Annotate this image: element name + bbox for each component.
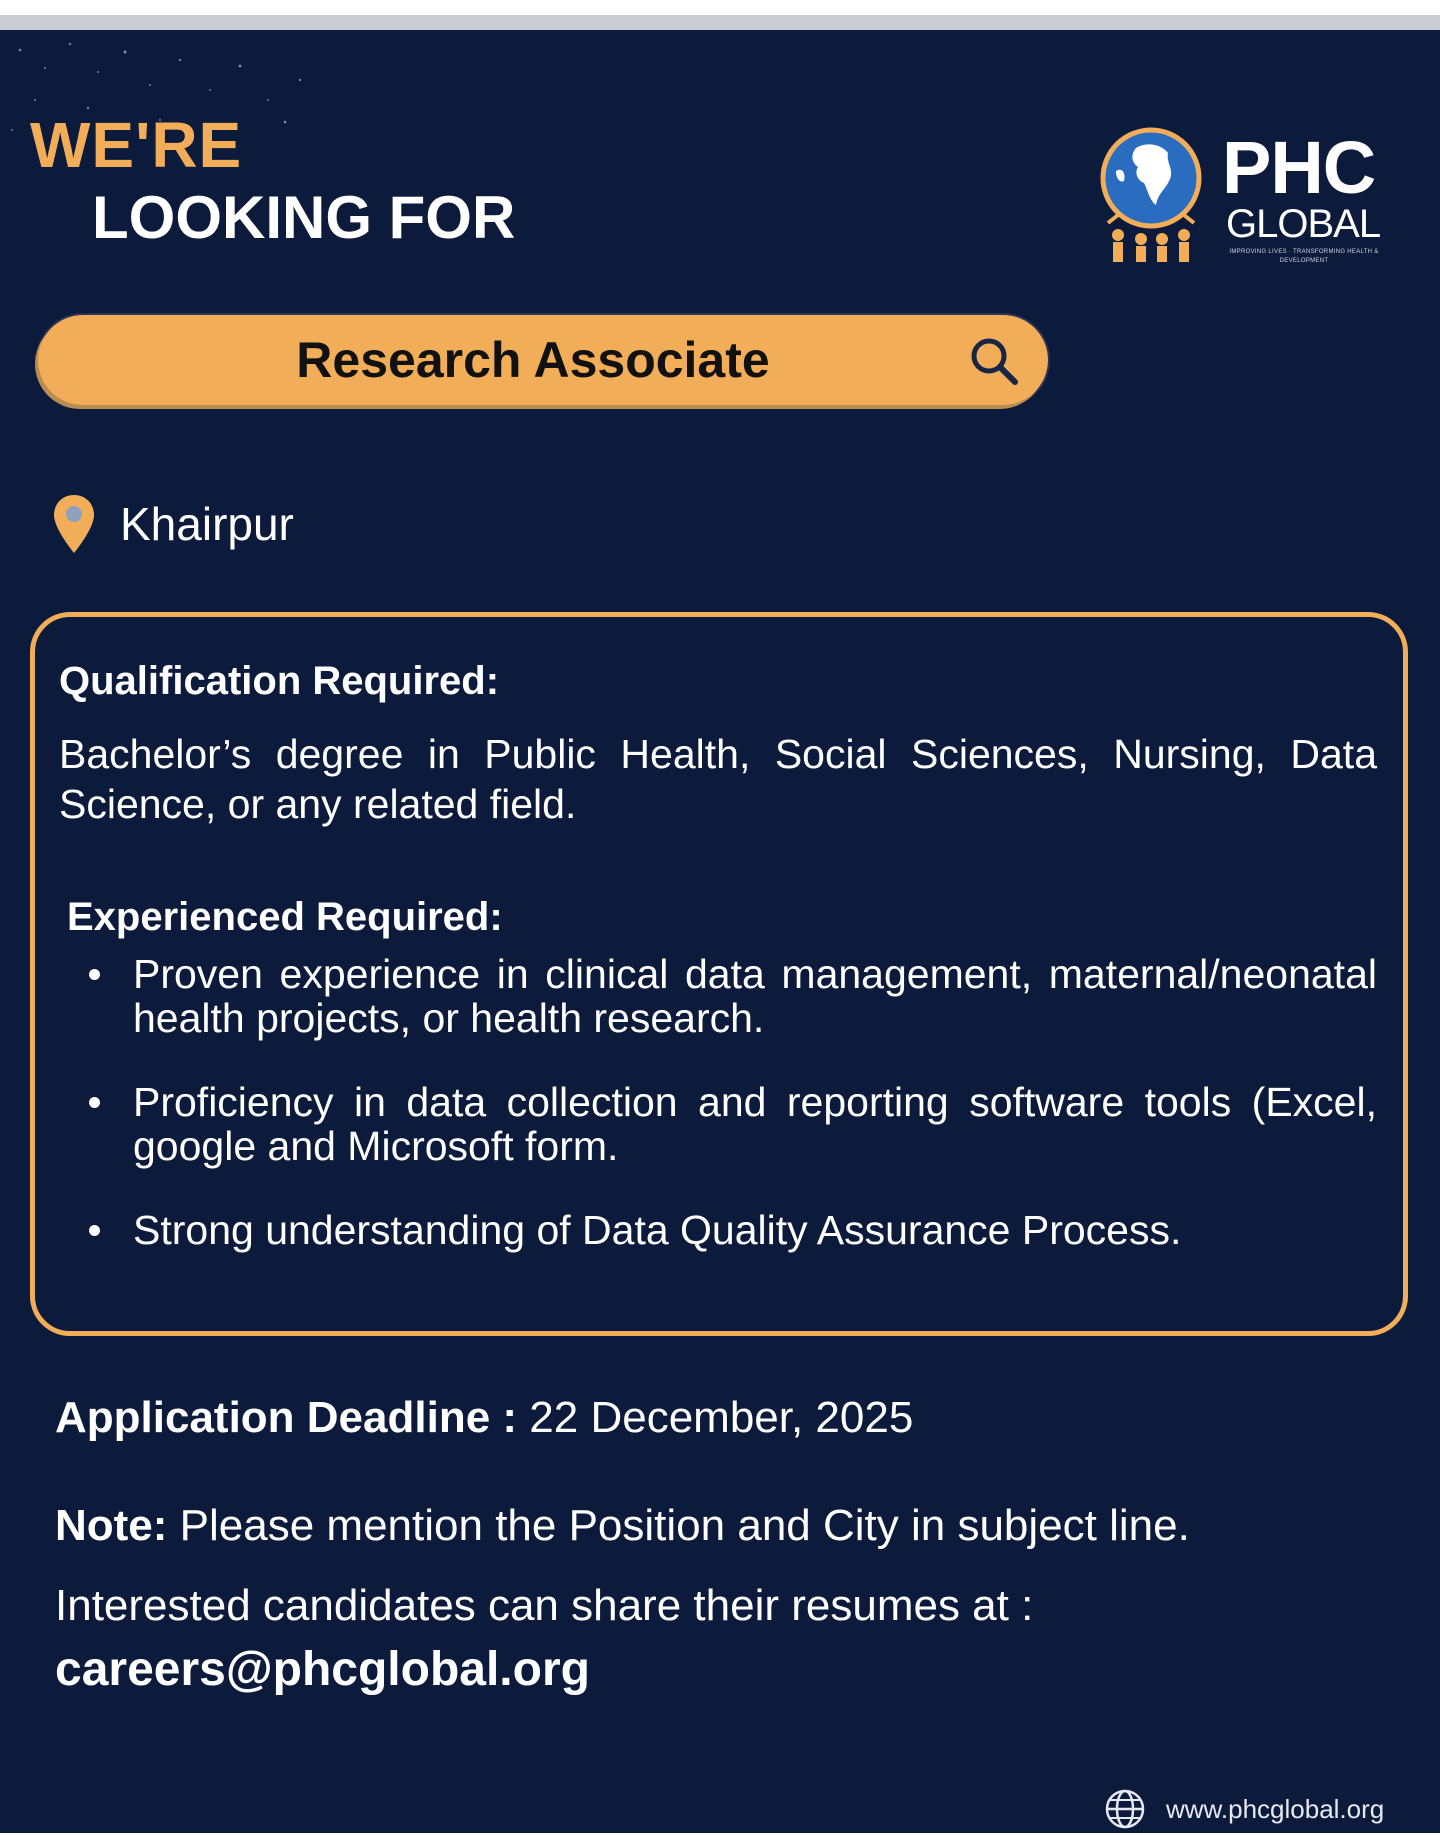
phc-global-logo	[1096, 105, 1386, 285]
note-text: Please mention the Position and City in subject line.	[179, 1501, 1190, 1550]
qualification-title: Qualification Required:	[59, 659, 500, 703]
globe-people-icon	[1096, 123, 1206, 263]
headline-accent: WE'RE	[30, 109, 243, 181]
logo-subtitle: GLOBAL	[1226, 202, 1381, 246]
top-margin	[0, 0, 1440, 15]
list-item	[59, 1080, 1377, 1168]
note-label: Note:	[55, 1501, 168, 1550]
location-city: Khairpur	[120, 498, 294, 550]
position-title: Research Associate	[296, 332, 770, 388]
experience-list	[59, 952, 1377, 1292]
position-search-bar	[38, 315, 1048, 405]
globe-icon	[1104, 1788, 1146, 1830]
note	[55, 1498, 1190, 1554]
bullet-icon	[89, 1225, 100, 1236]
list-item	[59, 952, 1377, 1040]
experience-item-text: Proven experience in clinical data management, maternal/neonatal health projects, or health research.	[133, 951, 1377, 1041]
logo-tagline: IMPROVING LIVES · TRANSFORMING HEALTH & DEVELOPMENT	[1229, 249, 1379, 264]
list-item	[59, 1208, 1377, 1252]
qualification-text: Bachelor’s degree in Public Health, Social Sciences, Nursing, Data Science, or any related field.	[59, 731, 1377, 827]
experience-item-text: Strong understanding of Data Quality Assurance Process.	[133, 1207, 1182, 1253]
application-deadline	[55, 1390, 913, 1446]
search-icon	[968, 335, 1020, 387]
deadline-label: Application Deadline :	[55, 1393, 518, 1442]
status-bar-strip	[0, 15, 1440, 30]
headline	[30, 110, 515, 253]
experience-title: Experienced Required:	[67, 895, 503, 939]
job-poster	[0, 30, 1440, 1833]
experience-item-text: Proficiency in data collection and reporting software tools (Excel, google and Microsoft form.	[133, 1079, 1377, 1169]
headline-main: LOOKING FOR	[92, 184, 516, 251]
requirements-box	[30, 612, 1408, 1336]
logo-name: PHC	[1222, 126, 1376, 209]
website-link[interactable]: www.phcglobal.org	[1166, 1794, 1385, 1824]
share-instructions: Interested candidates can share their resumes at :	[55, 1581, 1034, 1630]
location-pin-icon	[52, 493, 96, 555]
bullet-icon	[89, 1097, 100, 1108]
bullet-icon	[89, 969, 100, 980]
deadline-value: 22 December, 2025	[529, 1393, 914, 1442]
careers-email[interactable]: careers@phcglobal.org	[55, 1643, 590, 1696]
